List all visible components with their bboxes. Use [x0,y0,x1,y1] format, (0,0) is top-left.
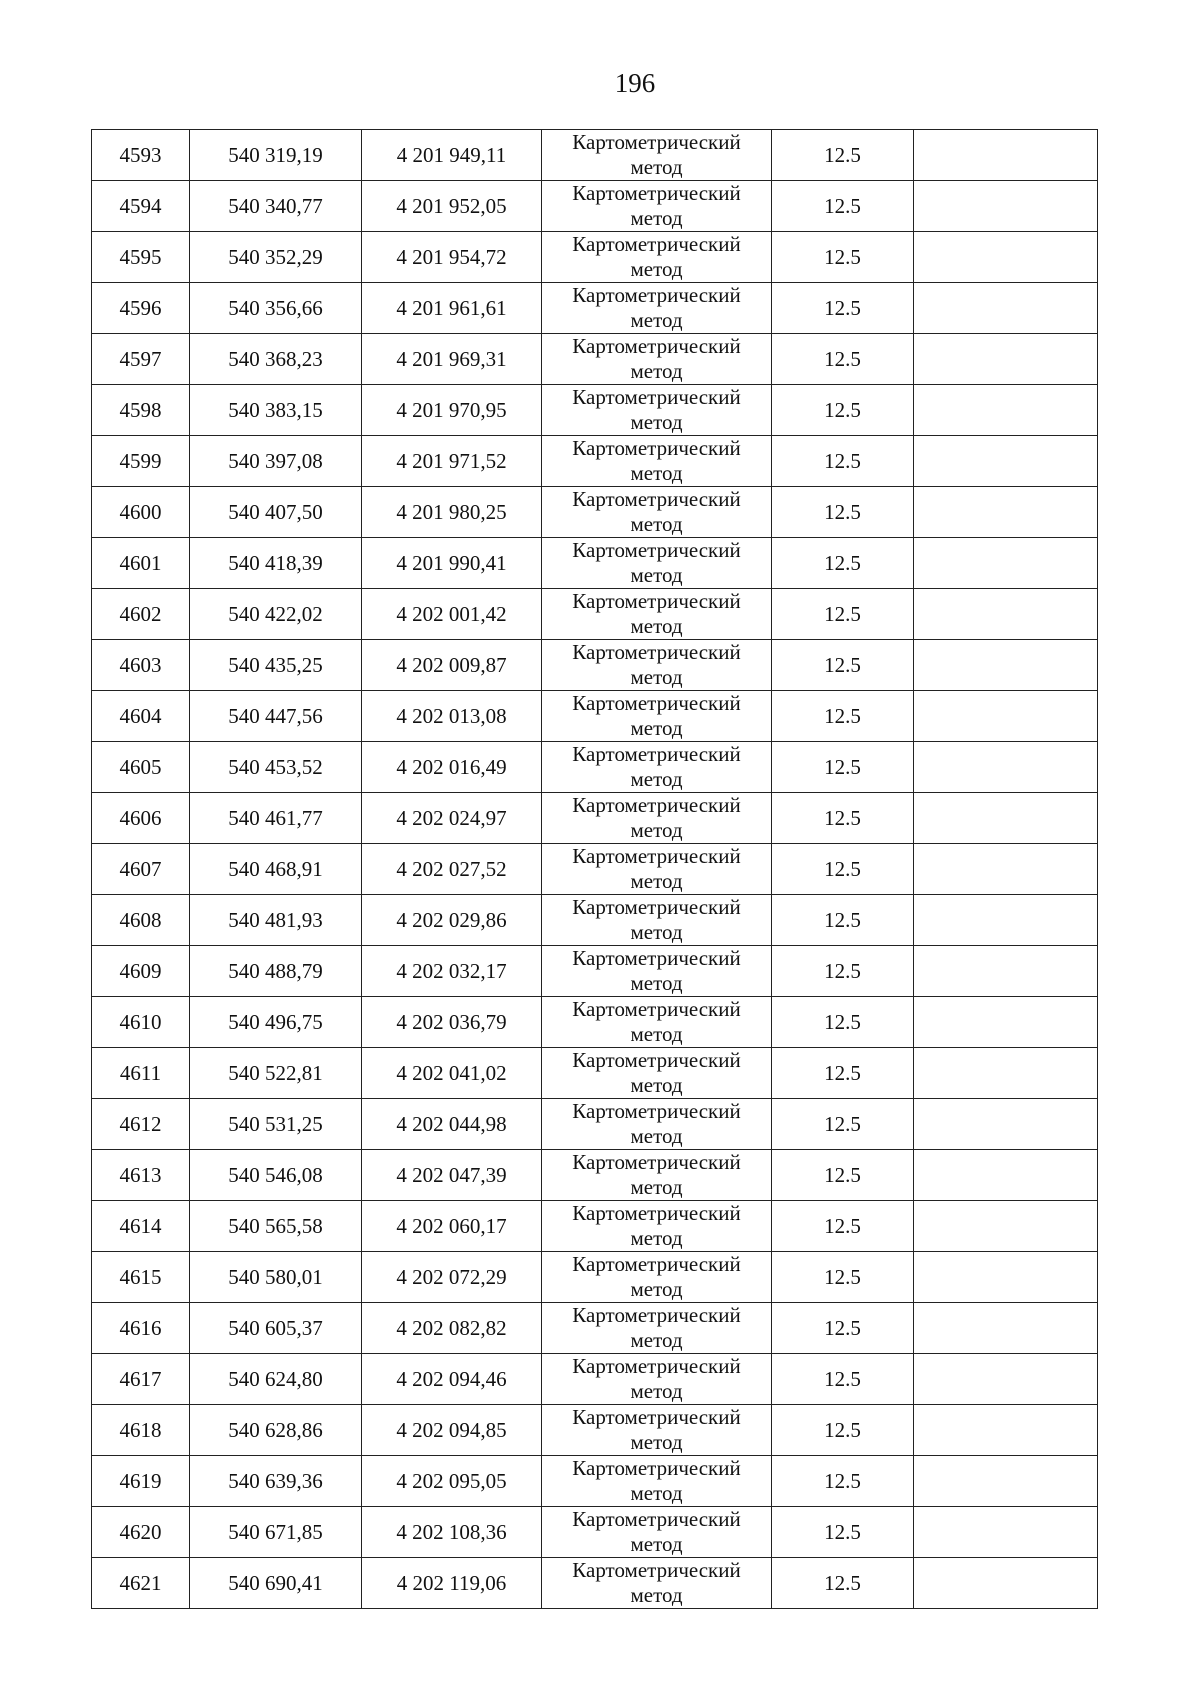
method-cell [542,130,772,181]
method-line-2: метод [630,1481,683,1505]
point-number-cell: 4615 [92,1252,190,1303]
point-number-cell: 4603 [92,640,190,691]
note-cell [914,436,1098,487]
note-cell [914,895,1098,946]
method-line-2: метод [630,869,683,893]
method-line-2: метод [630,614,683,638]
point-number-cell: 4611 [92,1048,190,1099]
method-cell [542,334,772,385]
method-line-2: метод [630,359,683,383]
table-row [92,232,1098,283]
method-cell [542,1048,772,1099]
point-number-cell: 4614 [92,1201,190,1252]
method-cell [542,1303,772,1354]
y-coordinate-cell: 4 201 980,25 [362,487,542,538]
point-number-cell: 4609 [92,946,190,997]
method-cell [542,1558,772,1609]
table-row [92,844,1098,895]
coordinates-table [91,129,1098,1609]
x-coordinate-cell: 540 461,77 [190,793,362,844]
method-line-1: Картометрический [572,844,741,868]
method-line-2: метод [630,1532,683,1556]
point-number-cell: 4610 [92,997,190,1048]
method-line-1: Картометрический [572,1048,741,1072]
y-coordinate-cell: 4 202 082,82 [362,1303,542,1354]
table-row [92,181,1098,232]
y-coordinate-cell: 4 201 970,95 [362,385,542,436]
y-coordinate-cell: 4 202 119,06 [362,1558,542,1609]
table-row [92,436,1098,487]
y-coordinate-cell: 4 202 108,36 [362,1507,542,1558]
x-coordinate-cell: 540 580,01 [190,1252,362,1303]
x-coordinate-cell: 540 319,19 [190,130,362,181]
method-line-2: метод [630,920,683,944]
method-line-1: Картометрический [572,385,741,409]
accuracy-cell: 12.5 [772,640,914,691]
note-cell [914,691,1098,742]
method-line-2: метод [630,1583,683,1607]
accuracy-cell: 12.5 [772,130,914,181]
accuracy-cell: 12.5 [772,436,914,487]
y-coordinate-cell: 4 202 016,49 [362,742,542,793]
accuracy-cell: 12.5 [772,1507,914,1558]
method-line-2: метод [630,1277,683,1301]
note-cell [914,1456,1098,1507]
method-cell [542,1150,772,1201]
point-number-cell: 4595 [92,232,190,283]
y-coordinate-cell: 4 201 990,41 [362,538,542,589]
y-coordinate-cell: 4 202 036,79 [362,997,542,1048]
table-row [92,1456,1098,1507]
method-line-2: метод [630,716,683,740]
method-line-2: метод [630,665,683,689]
method-line-1: Картометрический [572,640,741,664]
point-number-cell: 4600 [92,487,190,538]
note-cell [914,130,1098,181]
table-row [92,385,1098,436]
note-cell [914,997,1098,1048]
x-coordinate-cell: 540 407,50 [190,487,362,538]
method-line-1: Картометрический [572,538,741,562]
x-coordinate-cell: 540 628,86 [190,1405,362,1456]
method-line-2: метод [630,1430,683,1454]
y-coordinate-cell: 4 202 013,08 [362,691,542,742]
point-number-cell: 4617 [92,1354,190,1405]
method-cell [542,1354,772,1405]
x-coordinate-cell: 540 447,56 [190,691,362,742]
y-coordinate-cell: 4 202 095,05 [362,1456,542,1507]
table-row [92,538,1098,589]
point-number-cell: 4620 [92,1507,190,1558]
y-coordinate-cell: 4 202 041,02 [362,1048,542,1099]
accuracy-cell: 12.5 [772,844,914,895]
x-coordinate-cell: 540 671,85 [190,1507,362,1558]
accuracy-cell: 12.5 [772,487,914,538]
method-line-2: метод [630,971,683,995]
method-cell [542,538,772,589]
method-line-2: метод [630,767,683,791]
y-coordinate-cell: 4 202 024,97 [362,793,542,844]
x-coordinate-cell: 540 397,08 [190,436,362,487]
y-coordinate-cell: 4 202 027,52 [362,844,542,895]
method-line-1: Картометрический [572,589,741,613]
method-line-1: Картометрический [572,1099,741,1123]
method-line-1: Картометрический [572,997,741,1021]
method-line-1: Картометрический [572,334,741,358]
y-coordinate-cell: 4 202 094,85 [362,1405,542,1456]
note-cell [914,1252,1098,1303]
x-coordinate-cell: 540 453,52 [190,742,362,793]
table-row [92,742,1098,793]
point-number-cell: 4596 [92,283,190,334]
accuracy-cell: 12.5 [772,1558,914,1609]
accuracy-cell: 12.5 [772,1354,914,1405]
note-cell [914,793,1098,844]
point-number-cell: 4597 [92,334,190,385]
method-line-1: Картометрический [572,130,741,154]
x-coordinate-cell: 540 522,81 [190,1048,362,1099]
method-cell [542,1252,772,1303]
note-cell [914,1099,1098,1150]
x-coordinate-cell: 540 468,91 [190,844,362,895]
method-cell [542,844,772,895]
method-cell [542,1507,772,1558]
method-line-2: метод [630,512,683,536]
note-cell [914,1201,1098,1252]
accuracy-cell: 12.5 [772,1099,914,1150]
method-line-1: Картометрический [572,181,741,205]
note-cell [914,742,1098,793]
y-coordinate-cell: 4 201 954,72 [362,232,542,283]
note-cell [914,385,1098,436]
method-cell [542,742,772,793]
x-coordinate-cell: 540 531,25 [190,1099,362,1150]
accuracy-cell: 12.5 [772,946,914,997]
method-line-1: Картометрический [572,793,741,817]
method-line-2: метод [630,1022,683,1046]
point-number-cell: 4604 [92,691,190,742]
method-line-1: Картометрический [572,283,741,307]
method-line-2: метод [630,257,683,281]
note-cell [914,283,1098,334]
accuracy-cell: 12.5 [772,793,914,844]
accuracy-cell: 12.5 [772,1456,914,1507]
point-number-cell: 4616 [92,1303,190,1354]
y-coordinate-cell: 4 201 969,31 [362,334,542,385]
method-line-1: Картометрический [572,232,741,256]
x-coordinate-cell: 540 368,23 [190,334,362,385]
table-row [92,334,1098,385]
note-cell [914,1558,1098,1609]
y-coordinate-cell: 4 201 952,05 [362,181,542,232]
point-number-cell: 4613 [92,1150,190,1201]
point-number-cell: 4607 [92,844,190,895]
accuracy-cell: 12.5 [772,232,914,283]
note-cell [914,1354,1098,1405]
y-coordinate-cell: 4 201 971,52 [362,436,542,487]
table-row [92,895,1098,946]
y-coordinate-cell: 4 202 044,98 [362,1099,542,1150]
table-row [92,130,1098,181]
method-line-2: метод [630,818,683,842]
method-cell [542,691,772,742]
x-coordinate-cell: 540 488,79 [190,946,362,997]
x-coordinate-cell: 540 383,15 [190,385,362,436]
method-line-2: метод [630,410,683,434]
method-line-2: метод [630,155,683,179]
method-cell [542,436,772,487]
note-cell [914,181,1098,232]
note-cell [914,487,1098,538]
method-line-1: Картометрический [572,1405,741,1429]
x-coordinate-cell: 540 565,58 [190,1201,362,1252]
y-coordinate-cell: 4 202 047,39 [362,1150,542,1201]
method-line-2: метод [630,1124,683,1148]
method-cell [542,283,772,334]
point-number-cell: 4601 [92,538,190,589]
x-coordinate-cell: 540 496,75 [190,997,362,1048]
point-number-cell: 4602 [92,589,190,640]
y-coordinate-cell: 4 202 029,86 [362,895,542,946]
accuracy-cell: 12.5 [772,1405,914,1456]
method-line-2: метод [630,206,683,230]
table-row [92,1048,1098,1099]
table-row [92,1201,1098,1252]
method-cell [542,997,772,1048]
method-line-1: Картометрический [572,742,741,766]
x-coordinate-cell: 540 690,41 [190,1558,362,1609]
accuracy-cell: 12.5 [772,691,914,742]
table-row [92,1303,1098,1354]
table-row [92,1099,1098,1150]
method-line-1: Картометрический [572,1558,741,1582]
y-coordinate-cell: 4 202 032,17 [362,946,542,997]
note-cell [914,232,1098,283]
y-coordinate-cell: 4 202 001,42 [362,589,542,640]
x-coordinate-cell: 540 605,37 [190,1303,362,1354]
point-number-cell: 4594 [92,181,190,232]
method-line-2: метод [630,1073,683,1097]
note-cell [914,640,1098,691]
accuracy-cell: 12.5 [772,181,914,232]
method-line-1: Картометрический [572,487,741,511]
accuracy-cell: 12.5 [772,1252,914,1303]
method-cell [542,385,772,436]
note-cell [914,1048,1098,1099]
accuracy-cell: 12.5 [772,589,914,640]
note-cell [914,1405,1098,1456]
x-coordinate-cell: 540 356,66 [190,283,362,334]
method-cell [542,1405,772,1456]
method-line-2: метод [630,1226,683,1250]
table-row [92,640,1098,691]
accuracy-cell: 12.5 [772,1201,914,1252]
y-coordinate-cell: 4 201 949,11 [362,130,542,181]
accuracy-cell: 12.5 [772,742,914,793]
method-cell [542,640,772,691]
note-cell [914,334,1098,385]
accuracy-cell: 12.5 [772,1303,914,1354]
point-number-cell: 4618 [92,1405,190,1456]
x-coordinate-cell: 540 352,29 [190,232,362,283]
method-line-1: Картометрический [572,946,741,970]
point-number-cell: 4612 [92,1099,190,1150]
method-line-2: метод [630,1379,683,1403]
x-coordinate-cell: 540 639,36 [190,1456,362,1507]
table-row [92,589,1098,640]
method-cell [542,946,772,997]
method-cell [542,793,772,844]
table-row [92,793,1098,844]
accuracy-cell: 12.5 [772,1150,914,1201]
note-cell [914,844,1098,895]
accuracy-cell: 12.5 [772,895,914,946]
method-line-1: Картометрический [572,895,741,919]
method-cell [542,232,772,283]
accuracy-cell: 12.5 [772,385,914,436]
page-number: 196 [614,68,656,98]
method-line-2: метод [630,461,683,485]
coordinates-table-body [92,130,1098,1609]
point-number-cell: 4608 [92,895,190,946]
method-line-2: метод [630,563,683,587]
table-row [92,1558,1098,1609]
accuracy-cell: 12.5 [772,283,914,334]
method-line-1: Картометрический [572,1303,741,1327]
table-row [92,997,1098,1048]
point-number-cell: 4619 [92,1456,190,1507]
table-row [92,946,1098,997]
method-cell [542,1456,772,1507]
accuracy-cell: 12.5 [772,997,914,1048]
point-number-cell: 4599 [92,436,190,487]
method-cell [542,895,772,946]
table-row [92,1405,1098,1456]
x-coordinate-cell: 540 481,93 [190,895,362,946]
note-cell [914,589,1098,640]
x-coordinate-cell: 540 422,02 [190,589,362,640]
table-row [92,1507,1098,1558]
table-row [92,1150,1098,1201]
accuracy-cell: 12.5 [772,334,914,385]
point-number-cell: 4606 [92,793,190,844]
method-line-1: Картометрический [572,691,741,715]
point-number-cell: 4605 [92,742,190,793]
note-cell [914,1507,1098,1558]
note-cell [914,1150,1098,1201]
method-line-1: Картометрический [572,1150,741,1174]
y-coordinate-cell: 4 202 072,29 [362,1252,542,1303]
table-row [92,487,1098,538]
method-cell [542,181,772,232]
point-number-cell: 4621 [92,1558,190,1609]
method-cell [542,589,772,640]
y-coordinate-cell: 4 202 060,17 [362,1201,542,1252]
x-coordinate-cell: 540 418,39 [190,538,362,589]
method-line-2: метод [630,308,683,332]
method-line-1: Картометрический [572,1201,741,1225]
table-row [92,283,1098,334]
method-cell [542,487,772,538]
x-coordinate-cell: 540 340,77 [190,181,362,232]
method-cell [542,1201,772,1252]
accuracy-cell: 12.5 [772,538,914,589]
x-coordinate-cell: 540 624,80 [190,1354,362,1405]
method-line-1: Картометрический [572,436,741,460]
table-row [92,1354,1098,1405]
method-line-1: Картометрический [572,1354,741,1378]
y-coordinate-cell: 4 202 009,87 [362,640,542,691]
point-number-cell: 4593 [92,130,190,181]
method-cell [542,1099,772,1150]
x-coordinate-cell: 540 435,25 [190,640,362,691]
table-row [92,1252,1098,1303]
accuracy-cell: 12.5 [772,1048,914,1099]
method-line-2: метод [630,1175,683,1199]
method-line-2: метод [630,1328,683,1352]
method-line-1: Картометрический [572,1252,741,1276]
note-cell [914,946,1098,997]
x-coordinate-cell: 540 546,08 [190,1150,362,1201]
point-number-cell: 4598 [92,385,190,436]
table-row [92,691,1098,742]
method-line-1: Картометрический [572,1507,741,1531]
note-cell [914,1303,1098,1354]
method-line-1: Картометрический [572,1456,741,1480]
y-coordinate-cell: 4 202 094,46 [362,1354,542,1405]
note-cell [914,538,1098,589]
y-coordinate-cell: 4 201 961,61 [362,283,542,334]
